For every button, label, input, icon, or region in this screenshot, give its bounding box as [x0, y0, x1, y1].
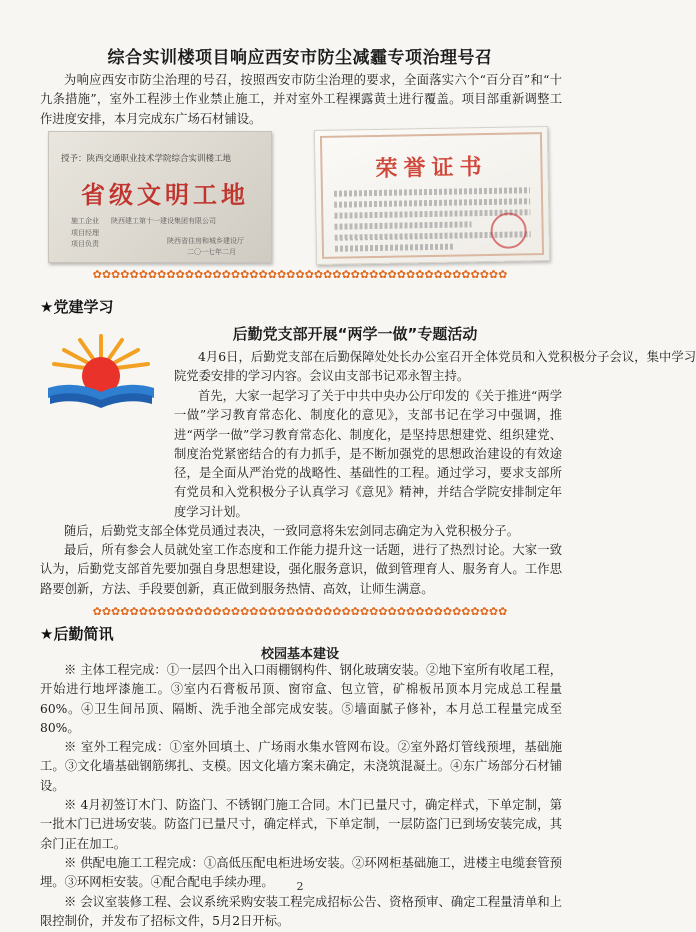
flower-divider: ✿✿✿✿✿✿✿✿✿✿✿✿✿✿✿✿✿✿✿✿✿✿✿✿✿✿✿✿✿✿✿✿✿✿✿✿✿✿✿✿✿✿✿✿✿	[92, 605, 508, 618]
party-paragraph-text: 首先，大家一起学习了关于中共中央办公厅印发的《关于推进“两学一做”学习教育常态化、制度化的意见》，支部书记在学习中强调，推进“两学一做”学习教育常态化、制度化，是坚持思想建党、组织建党、制度治党紧密结合的有力抓手，是不断加强党的思想政治建设的有效途径，是全面从严治党的战略性、基础性的工程。通过学习，要求支部所有党员和入党积极分子认真学习《意见》精神，并结合学院安排制定年度学习计划。	[174, 389, 562, 519]
plaque-award-to: 授予：陕西交通职业技术学院综合实训楼工地	[61, 154, 232, 164]
plaque-date: 二〇一七年二月	[187, 248, 236, 256]
certificate-title: 荣誉证书	[375, 154, 488, 182]
news-item: ※ 室外工程完成：①室外回填土、广场雨水集水管网布设。②室外路灯管线预埋，基础施工。③文化墙基础钢筋绑扎、支模。因文化墙方案未确定，未浇筑混凝土。④东广场部分石材铺设。	[40, 740, 562, 793]
plaque-field-label: 施工企业	[71, 217, 99, 225]
news-item: ※ 4月初签订木门、防盗门、不锈钢门施工合同。木门已量尺寸，确定样式，下单定制，第一批木门已进场安装。防盗门已量尺寸，确定样式，下单定制，一层防盗门已到场安装完成，其余门正在加工。	[40, 798, 562, 851]
plaque-field-label: 项目经理	[71, 229, 99, 237]
award-plaque-photo	[48, 131, 272, 263]
plaque-field-value: 陕西建工第十一建设集团有限公司	[111, 217, 216, 225]
plaque-issuer: 陕西省住房和城乡建设厅	[167, 237, 244, 245]
plaque-field-label: 项目负责	[71, 240, 99, 248]
campus-construction-title: 校园基本建设	[260, 647, 339, 662]
news-item: ※ 主体工程完成：①一层四个出入口雨棚钢构件、钢化玻璃安装。②地下室所有收尾工程，开始进行地坪漆施工。③室内石膏板吊顶、窗帘盒、包立管，矿棉板吊顶本月完成总工程量 60%。④卫生间吊顶、隔断、洗手池全部完成安装。⑤墙面腻子修补，本月总工程量完成至 80%。	[40, 663, 562, 735]
party-paragraph	[40, 387, 562, 522]
news-item: ※ 会议室装修工程、会议系统采购安装工程完成招标公告、资格预审、确定工程量清单和上限控制价，并发布了招标文件，5月2日开标。	[40, 895, 562, 929]
honor-certificate-photo	[314, 126, 550, 265]
article-title: 综合实训楼项目响应西安市防尘减霾专项治理号召	[107, 48, 493, 68]
party-paragraph: 4月6日，后勤党支部在后勤保障处处长办公室召开全体党员和入党积极分子会议，集中学习院党委安排的学习内容。会议由支部书记邓永智主持。	[174, 350, 696, 384]
party-paragraph: 最后，所有参会人员就处室工作态度和工作能力提升这一话题，进行了热烈讨论。大家一致认为，后勤党支部首先要加强自身思想建设，强化服务意识，做到管理育人、服务育人。工作思路要创新，方法、手段要创新，真正做到服务热情、高效，让师生满意。	[40, 543, 562, 596]
party-paragraph: 随后，后勤党支部全体党员通过表决，一致同意将朱宏剑同志确定为入党积极分子。	[64, 524, 519, 538]
page-number: 2	[296, 880, 304, 893]
section-heading-party: ★党建学习	[40, 298, 114, 316]
flower-divider: ✿✿✿✿✿✿✿✿✿✿✿✿✿✿✿✿✿✿✿✿✿✿✿✿✿✿✿✿✿✿✿✿✿✿✿✿✿✿✿✿✿✿✿✿✿	[92, 268, 508, 281]
news-item: ※ 供配电施工工程完成：①高低压配电柜进场安装。②环网柜基础施工，进楼主电缆套管预埋。③环网柜安装。④配合配电手续办理。	[40, 856, 562, 890]
section-heading-logistics: ★后勤简讯	[40, 625, 114, 643]
plaque-big-text: 省级文明工地	[81, 180, 249, 209]
intro-paragraph: 为响应西安市防尘治理的号召，按照西安市防尘治理的要求，全面落实六个“百分百”和“十九条措施”，室外工程涉土作业禁止施工，并对室外工程裸露黄土进行覆盖。项目部重新调整工作进度安排，本月完成东广场石材铺设。	[40, 73, 562, 126]
party-article-title: 后勤党支部开展“两学一做”专题活动	[232, 325, 478, 343]
